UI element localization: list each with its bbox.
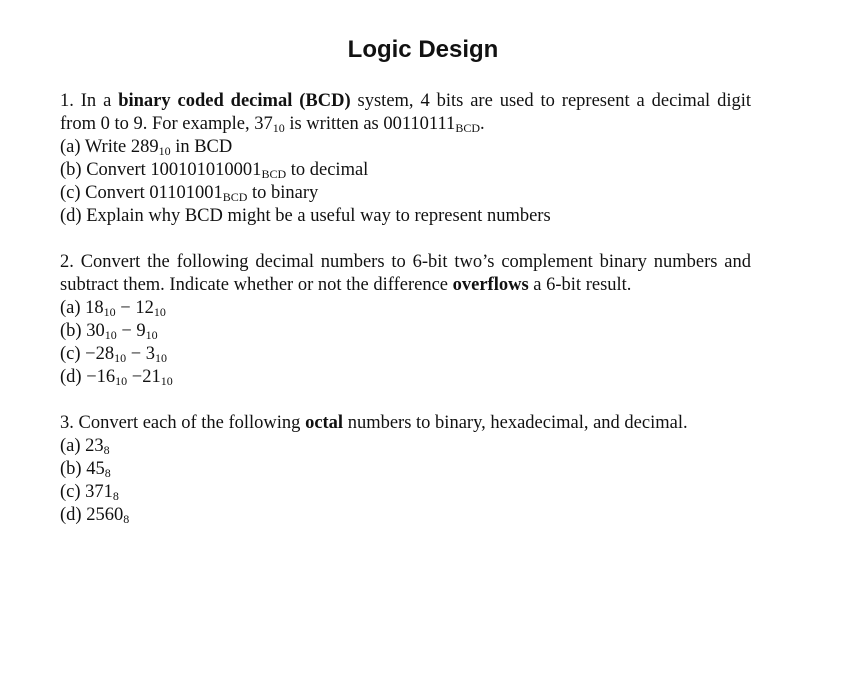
subscript: BCD: [455, 121, 480, 135]
q2-item-a: (a) $18_{10} - 12_{10}$: [60, 298, 166, 319]
page-title: Logic Design: [347, 36, 499, 63]
subscript: 10: [272, 121, 285, 135]
q2-text-part: 2. Convert the following decimal numbers to 6-bit two’s complement binary numbers and subtract them. Indicate whether or not the difference: [60, 252, 751, 295]
q2-bold-term: overflows: [452, 275, 529, 295]
q2-item-b: (b) $30_{10} - 9_{10}$: [60, 321, 158, 342]
q1-item-d: (d) Explain why BCD might be a useful way to represent numbers: [60, 206, 551, 226]
q1-item-c: (c) Convert $01101001_{BCD}$ to binary: [60, 183, 319, 204]
q3-item-a: (a) $23_8$: [60, 436, 110, 457]
q2-item-c: $(c) -28_{10} - 3_{10}$: [60, 344, 168, 365]
q3-item-b: (b) $45_8$: [60, 459, 111, 480]
q2-text-part: a 6-bit result.: [528, 275, 632, 295]
spacer: [60, 389, 751, 412]
q1-text-part: 1. In a: [60, 91, 119, 111]
q1-text-part: system, 4 bits are used to represent a decimal digit from 0 to 9. For example, 37: [60, 91, 751, 134]
subscript: BCD: [222, 190, 248, 204]
q3-text-part: 3. Convert each of the following: [60, 413, 306, 433]
q1-text-part: is written as 00110111: [284, 114, 456, 134]
subscript: BCD: [261, 167, 287, 181]
q1-item-b: (b) Convert $100101010001_{BCD}$ to decimal: [60, 160, 369, 181]
q3-item-c: (c) $371_8$: [60, 482, 119, 503]
q1-bold-term: binary coded decimal (BCD): [118, 91, 351, 111]
q2-item-d: $(d) -16_{10} -21_{10}$: [60, 367, 173, 388]
subscript: 10: [158, 144, 171, 158]
q3-item-d: (d) $2560_8$: [60, 505, 130, 526]
q1-text-part: .: [480, 114, 485, 134]
question-2-text: [60, 251, 751, 297]
document-body: [60, 90, 751, 527]
q3-text-part: numbers to binary, hexadecimal, and decimal.: [343, 413, 688, 433]
spacer: [60, 228, 751, 251]
q1-item-a: (a) Write $289_{10}$ in BCD: [60, 137, 233, 158]
question-1-text: [60, 90, 751, 136]
question-3-text: [60, 412, 751, 435]
q3-bold-term: octal: [305, 413, 344, 433]
